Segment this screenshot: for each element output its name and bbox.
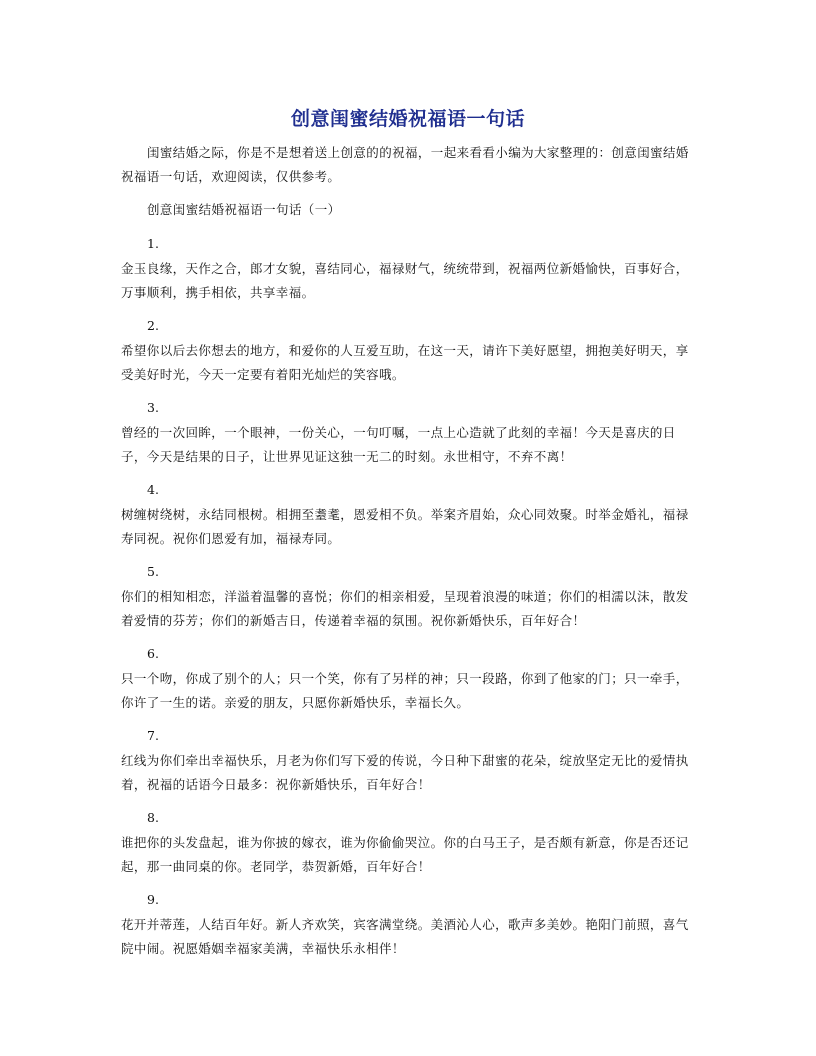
item-text: 红线为你们牵出幸福快乐，月老为你们写下爱的传说，今日种下甜蜜的花朵，绽放坚定无比的爱情执着，祝福的话语今日最多：祝你新婚快乐，百年好合！ [121, 753, 689, 792]
intro-paragraph: 闺蜜结婚之际，你是不是想着送上创意的的祝福，一起来看看小编为大家整理的：创意闺蜜结婚祝福语一句话，欢迎阅读，仅供参考。 [121, 145, 689, 184]
item-text: 树缠树绕树，永结同根树。相拥至耋耄，恩爱相不负。举案齐眉始，众心同效聚。时举金婚礼，福禄寿同祝。祝你们恩爱有加，福禄寿同。 [121, 507, 689, 546]
item-number: 5. [147, 564, 159, 579]
list-item [121, 396, 695, 469]
list-item [121, 806, 695, 879]
list-item [121, 232, 695, 305]
item-text: 只一个吻，你成了别个的人；只一个笑，你有了另样的神；只一段路，你到了他家的门；只一牵手，你许了一生的诺。亲爱的朋友，只愿你新婚快乐，幸福长久。 [121, 671, 689, 710]
list-item [121, 560, 695, 633]
item-number: 6. [147, 646, 159, 661]
page-title: 创意闺蜜结婚祝福语一句话 [290, 108, 525, 130]
item-text: 你们的相知相恋，洋溢着温馨的喜悦；你们的相亲相爱，呈现着浪漫的味道；你们的相濡以沫，散发着爱情的芬芳；你们的新婚吉日，传递着幸福的氛围。祝你新婚快乐，百年好合！ [121, 589, 689, 628]
list-item [121, 888, 695, 961]
item-number: 4. [147, 482, 159, 497]
document-body [121, 141, 695, 970]
item-number: 7. [147, 728, 159, 743]
item-text: 谁把你的头发盘起，谁为你披的嫁衣，谁为你偷偷哭泣。你的白马王子，是否颇有新意，你是否还记起，那一曲同桌的你。老同学，恭贺新婚，百年好合！ [121, 835, 689, 874]
item-number: 1. [147, 236, 159, 251]
item-text: 金玉良缘，天作之合，郎才女貌，喜结同心，福禄财气，统统带到，祝福两位新婚愉快，百事好合，万事顺利，携手相依，共享幸福。 [121, 261, 689, 300]
item-number: 3. [147, 400, 159, 415]
section-heading: 创意闺蜜结婚祝福语一句话（一） [147, 202, 341, 217]
item-number: 9. [147, 892, 159, 907]
item-text: 曾经的一次回眸，一个眼神，一份关心，一句叮嘱，一点上心造就了此刻的幸福！今天是喜庆的日子，今天是结果的日子，让世界见证这独一无二的时刻。永世相守，不弃不离！ [121, 425, 676, 464]
item-text: 希望你以后去你想去的地方，和爱你的人互爱互助，在这一天，请许下美好愿望，拥抱美好明天，享受美好时光，今天一定要有着阳光灿烂的笑容哦。 [121, 343, 689, 382]
item-text: 花开并蒂莲，人结百年好。新人齐欢笑，宾客满堂绕。美酒沁人心，歌声多美妙。艳阳门前照，喜气院中闹。祝愿婚姻幸福家美满，幸福快乐永相伴！ [121, 917, 689, 956]
item-number: 8. [147, 810, 159, 825]
list-item [121, 724, 695, 797]
list-item [121, 478, 695, 551]
list-item [121, 314, 695, 387]
item-number: 2. [147, 318, 159, 333]
list-item [121, 642, 695, 715]
